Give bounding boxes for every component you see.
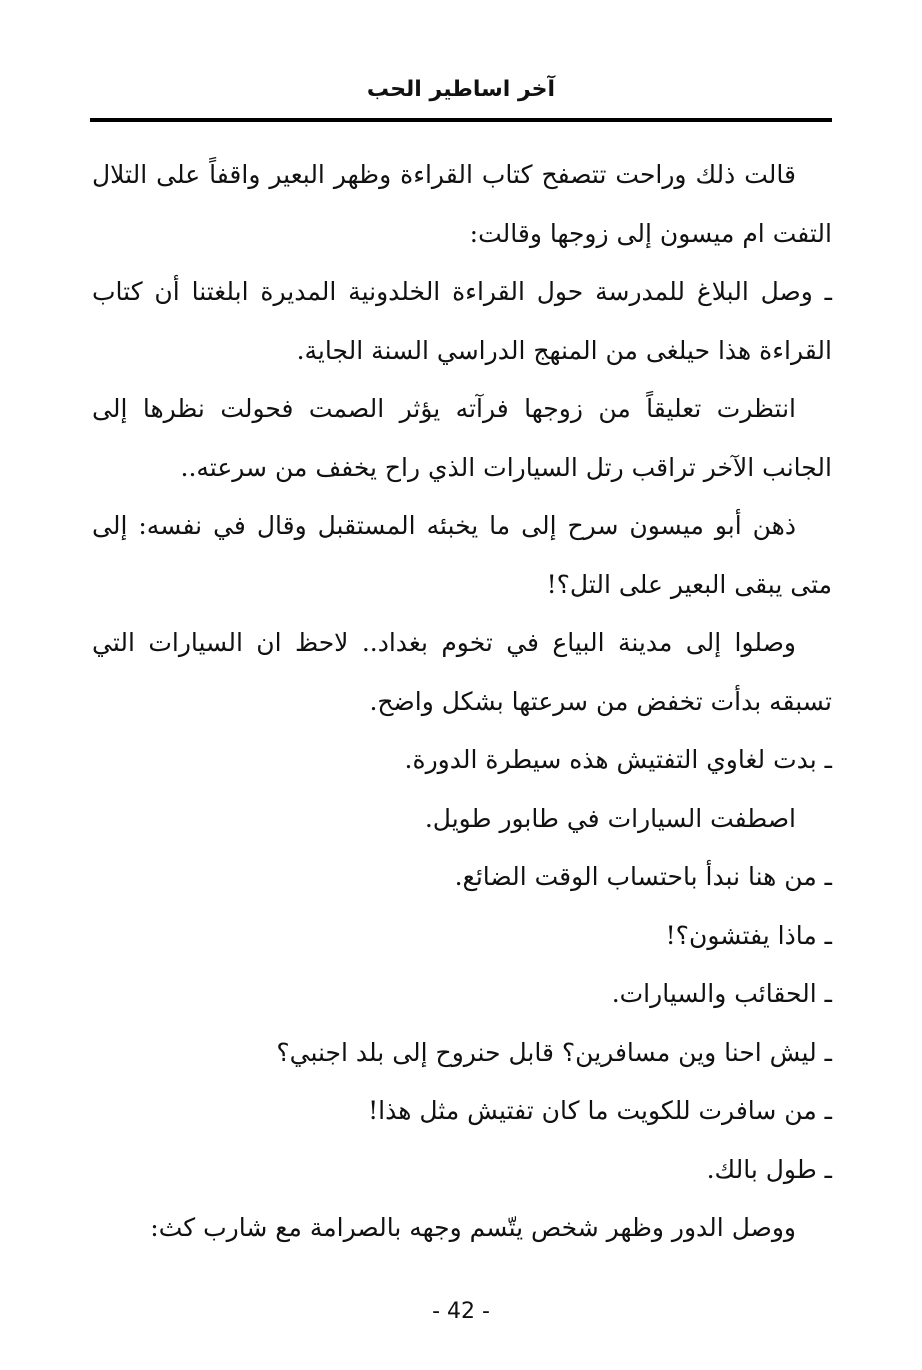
dialogue-line: ـ من سافرت للكويت ما كان تفتيش مثل هذا! [368, 1096, 832, 1125]
dialogue-line: ـ طول بالك. [706, 1154, 832, 1184]
paragraph: وصلوا إلى مدينة البياع في تخوم بغداد.. لاحظ ان السيارات التي تسبقه بدأت تخفض من سرعتها بشكل واضح. [92, 628, 832, 716]
paragraph: اصطفت السيارات في طابور طويل. [424, 803, 796, 833]
paragraph: ووصل الدور وظهر شخص يتّسم وجهه بالصرامة مع شارب كث: [150, 1213, 796, 1242]
page-number: - 42 - [432, 1299, 490, 1324]
dialogue-line: ـ من هنا نبدأ باحتساب الوقت الضائع. [454, 862, 832, 891]
body-text [92, 146, 832, 1258]
dialogue-line: ـ الحقائب والسيارات. [611, 979, 832, 1008]
running-header-title: آخر اساطير الحب [366, 77, 556, 102]
header-divider [90, 118, 832, 122]
paragraph: قالت ذلك وراحت تتصفح كتاب القراءة وظهر البعير واقفاً على التلال التفت ام ميسون إلى زوجها وقالت: [92, 160, 832, 248]
dialogue-line: ـ ماذا يفتشون؟! [665, 920, 832, 950]
paragraph: انتظرت تعليقاً من زوجها فرآته يؤثر الصمت فحولت نظرها إلى الجانب الآخر تراقب رتل السيارات الذي راح يخفف من سرعته.. [92, 394, 832, 482]
paragraph: ذهن أبو ميسون سرح إلى ما يخبئه المستقبل وقال في نفسه: إلى متى يبقى البعير على التل؟! [92, 511, 832, 599]
dialogue-line: ـ ليش احنا وين مسافرين؟ قابل حنروح إلى بلد اجنبي؟ [276, 1037, 832, 1067]
paragraph: ـ وصل البلاغ للمدرسة حول القراءة الخلدونية المديرة ابلغتنا أن كتاب القراءة هذا حيلغى من المنهج الدراسي السنة الجاية. [92, 277, 832, 365]
dialogue-line: ـ بدت لغاوي التفتيش هذه سيطرة الدورة. [404, 745, 832, 774]
